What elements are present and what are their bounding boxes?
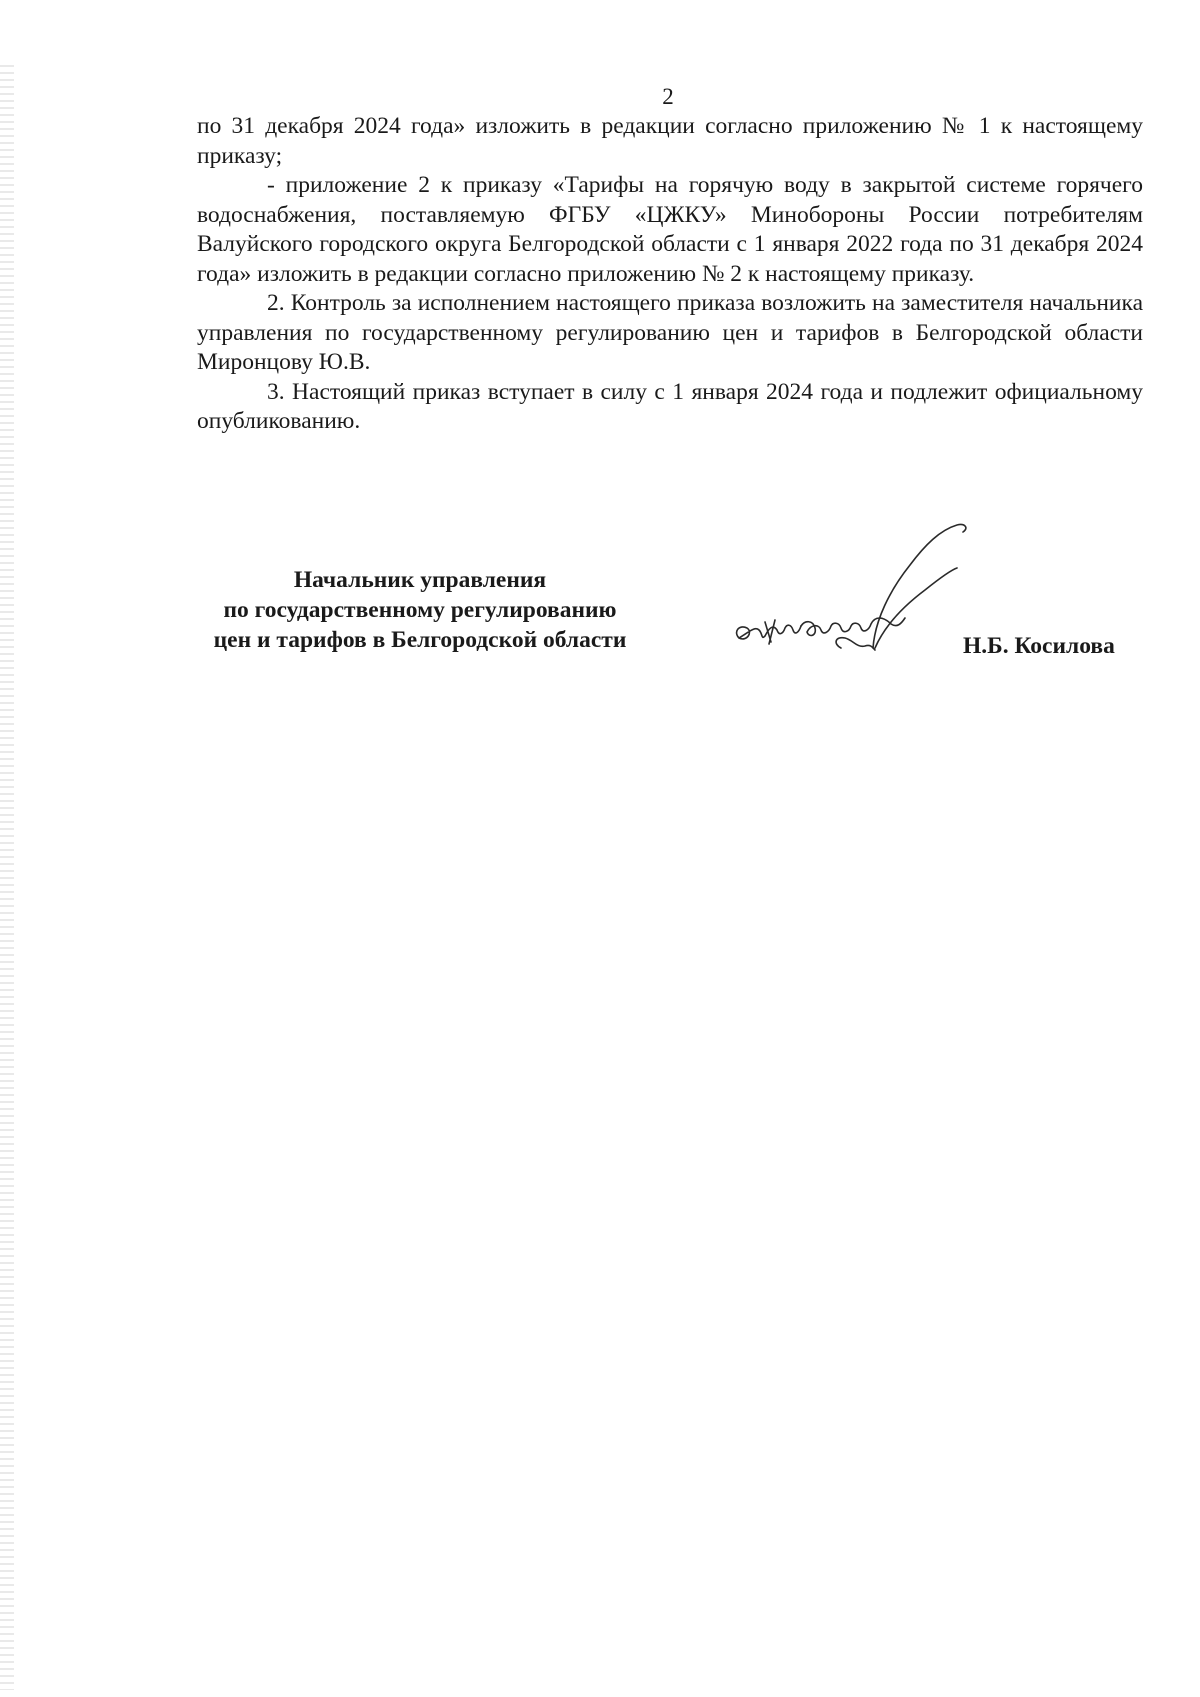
document-body: [197, 112, 1143, 437]
paragraph-control: 2. Контроль за исполнением настоящего приказа возложить на заместителя начальника управления по государственному регулированию цен и тарифов в Белгородской области Миронцову Ю.В.: [197, 290, 1143, 375]
scan-artifact-strip: [0, 60, 14, 1690]
signatory-position: [170, 565, 670, 655]
paragraph-effective-date: 3. Настоящий приказ вступает в силу с 1 января 2024 года и подлежит официальному опубликованию.: [197, 378, 1143, 434]
position-line: по государственному регулированию: [223, 597, 617, 623]
paragraph-continuation: по 31 декабря 2024 года» изложить в редакции согласно приложению № 1 к настоящему приказу;: [197, 113, 1143, 169]
position-line: Начальник управления: [293, 567, 547, 593]
signer-name: Н.Б. Косилова: [963, 633, 1115, 659]
page-number: 2: [662, 84, 674, 109]
position-line: цен и тарифов в Белгородской области: [213, 627, 627, 653]
paragraph-appendix-2: - приложение 2 к приказу «Тарифы на горячую воду в закрытой системе горячего водоснабжения, поставляемую ФГБУ «ЦЖКУ» Минобороны России потребителям Валуйского городского округа Белгородской области с 1 января 2022 года по 31 декабря 2024 года» изложить в редакции согласно приложению № 2 к настоящему приказу.: [197, 172, 1143, 287]
